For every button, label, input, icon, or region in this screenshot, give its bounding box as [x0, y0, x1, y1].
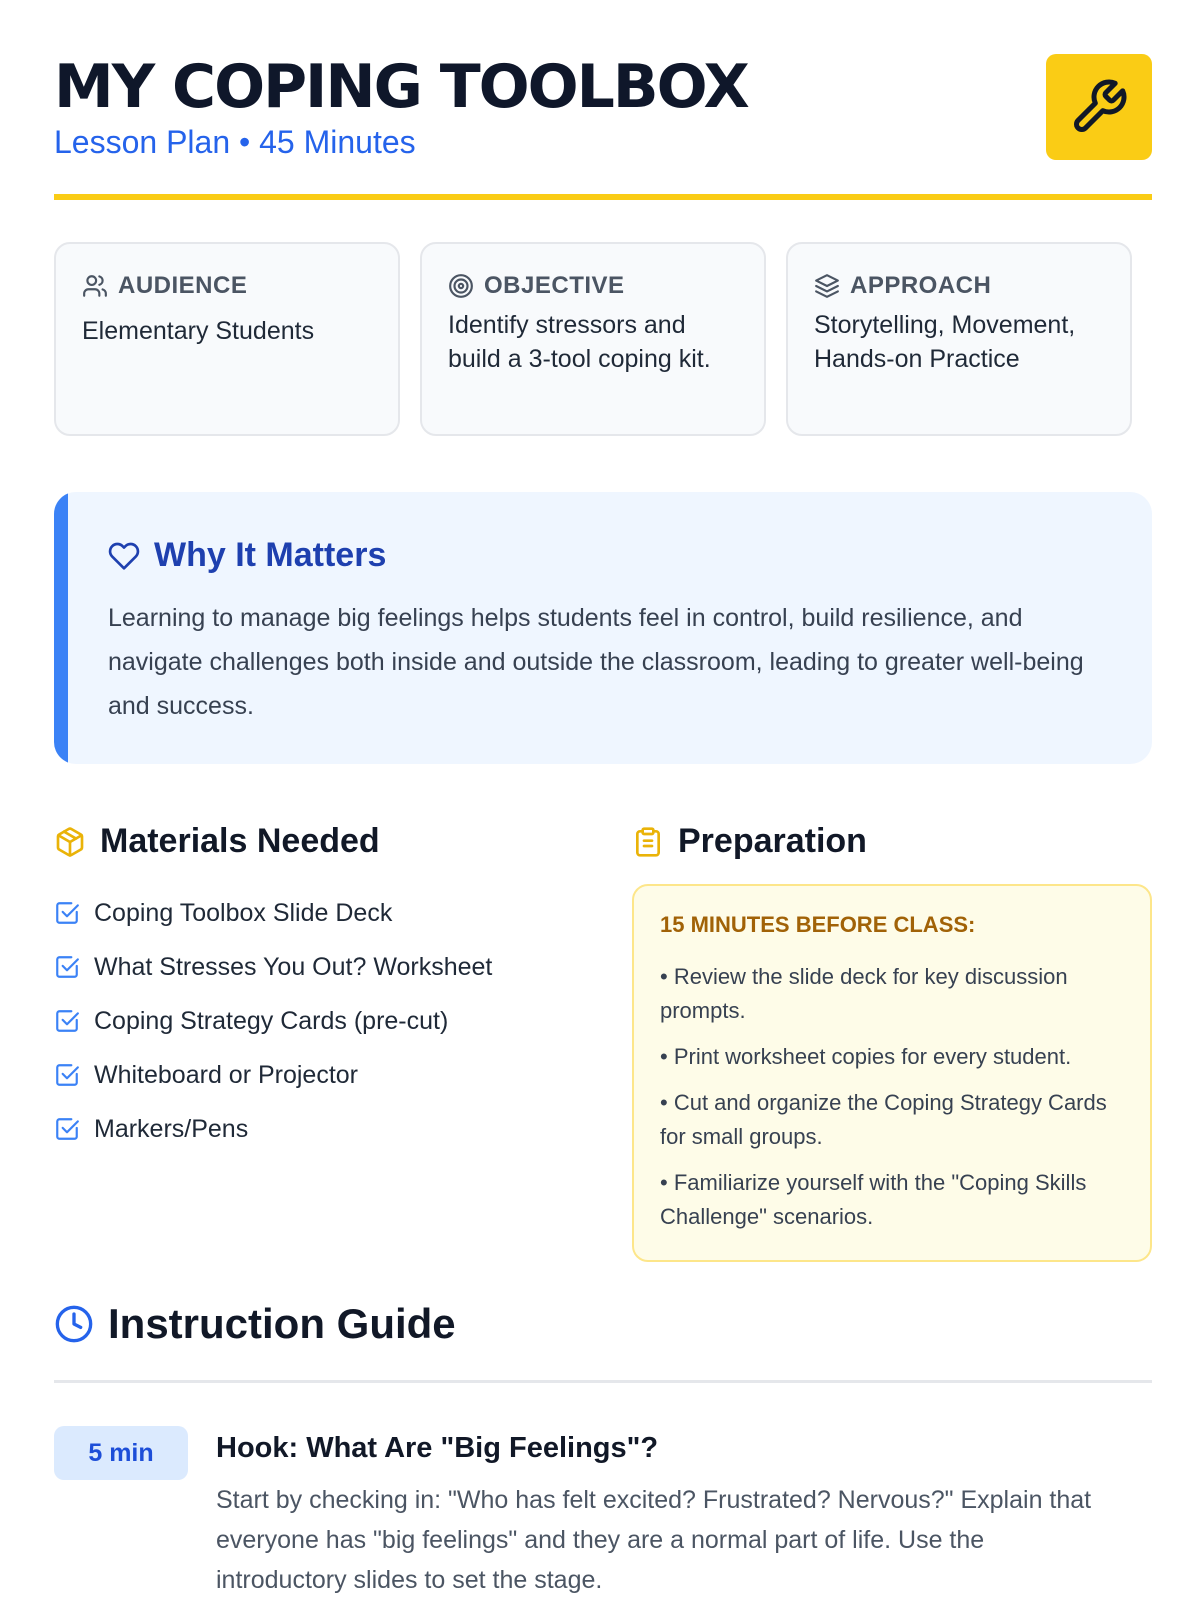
approach-card — [786, 242, 1132, 436]
guide-divider — [54, 1380, 1152, 1383]
target-icon — [448, 273, 474, 299]
card-text: Storytelling, Movement, Hands-on Practice — [814, 311, 1076, 373]
header-divider — [54, 194, 1152, 200]
why-it-matters-callout — [54, 492, 1152, 764]
list-item — [54, 940, 594, 994]
instruction-guide-heading — [54, 1300, 456, 1348]
clock-icon — [54, 1304, 94, 1344]
list-item — [54, 886, 594, 940]
checkbox-checked-icon — [54, 900, 80, 926]
section-title: Materials Needed — [100, 822, 380, 860]
materials-list — [54, 886, 594, 1156]
preparation-label: 15 MINUTES BEFORE CLASS: — [660, 912, 976, 937]
checkbox-checked-icon — [54, 954, 80, 980]
duration-badge: 5 min — [54, 1426, 188, 1480]
card-label: AUDIENCE — [118, 272, 248, 299]
card-label: APPROACH — [850, 272, 992, 299]
header — [54, 0, 1152, 200]
callout-accent-bar — [54, 492, 68, 764]
checkbox-checked-icon — [54, 1062, 80, 1088]
layers-icon — [814, 273, 840, 299]
lesson-plan-page — [54, 0, 1152, 1594]
users-icon — [82, 273, 108, 299]
info-cards — [54, 242, 1152, 438]
list-item: • Cut and organize the Coping Strategy Cards for small groups. — [660, 1090, 1107, 1149]
material-label: Whiteboard or Projector — [94, 1060, 359, 1089]
page-title: MY COPING TOOLBOX — [54, 52, 748, 122]
card-label: OBJECTIVE — [484, 272, 625, 299]
material-label: Coping Toolbox Slide Deck — [94, 898, 393, 927]
list-item — [54, 1048, 594, 1102]
checkbox-checked-icon — [54, 1008, 80, 1034]
list-item: • Print worksheet copies for every student. — [660, 1044, 1072, 1069]
section-title: Preparation — [678, 822, 867, 860]
clipboard-icon — [632, 826, 664, 858]
list-item: • Review the slide deck for key discussion prompts. — [660, 964, 1068, 1023]
preparation-list — [660, 960, 1124, 1246]
toolbox-logo — [1046, 54, 1152, 160]
box-icon — [54, 826, 86, 858]
objective-card — [420, 242, 766, 436]
material-label: Coping Strategy Cards (pre-cut) — [94, 1006, 449, 1035]
card-text: Identify stressors and build a 3-tool coping kit. — [448, 311, 711, 373]
step-description: Start by checking in: "Who has felt excited? Frustrated? Nervous?" Explain that everyone has "big feelings" and they are a normal part of life. Use the introductory slides to set the stage. — [216, 1486, 1092, 1594]
list-item — [54, 994, 594, 1048]
list-item — [54, 1102, 594, 1156]
material-label: What Stresses You Out? Worksheet — [94, 952, 493, 981]
audience-card — [54, 242, 400, 436]
material-label: Markers/Pens — [94, 1114, 249, 1143]
page-subtitle: Lesson Plan • 45 Minutes — [54, 124, 416, 160]
card-text: Elementary Students — [82, 317, 315, 345]
checkbox-checked-icon — [54, 1116, 80, 1142]
step-title: Hook: What Are "Big Feelings"? — [216, 1432, 659, 1464]
section-title: Instruction Guide — [108, 1300, 456, 1347]
preparation-box — [632, 884, 1152, 1262]
wrench-icon — [1069, 77, 1129, 137]
callout-body: Learning to manage big feelings helps students feel in control, build resilience, and navigate challenges both inside and outside the classroom, leading to greater well-being and success. — [108, 604, 1084, 720]
heart-icon — [108, 540, 140, 572]
list-item: • Familiarize yourself with the "Coping Skills Challenge" scenarios. — [660, 1170, 1087, 1229]
callout-title: Why It Matters — [154, 536, 387, 574]
